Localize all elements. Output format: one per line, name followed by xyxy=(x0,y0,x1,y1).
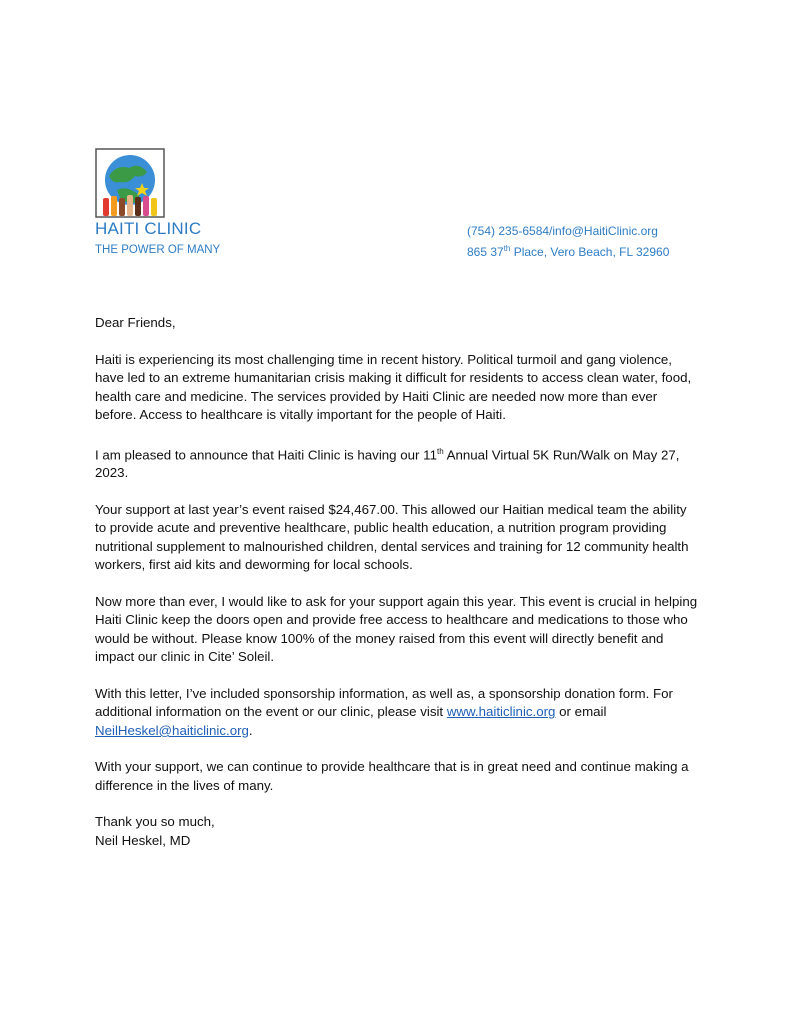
letter-body xyxy=(95,314,700,850)
closing: Thank you so much, xyxy=(95,814,215,830)
website-link[interactable]: www.haiticlinic.org xyxy=(446,704,556,720)
paragraph-info: With this letter, I’ve included sponsorship information, as well as, a sponsorship donation form. For additional information on the event or our clinic, please visit www.haiticlinic.org or email NeilHeskel@haiticlinic.org. xyxy=(95,685,673,738)
paragraph-appeal: Now more than ever, I would like to ask for your support again this year. This event is crucial in helping Haiti Clinic keep the doors open and provide free access to healthcare and medications to those who would be without. Please know 100% of the money raised from this event will directly benefit and impact our clinic in Cite’ Soleil. xyxy=(95,593,698,665)
signature-block xyxy=(95,813,700,850)
globe-hands-logo xyxy=(95,148,165,218)
contact-phone-email: (754) 235-6584/info@HaitiClinic.org xyxy=(467,224,658,238)
paragraph-crisis: Haiti is experiencing its most challenging time in recent history. Political turmoil and gang violence, have led to an extreme humanitarian crisis making it difficult for residents to access clean water, food, health care and medicine. The services provided by Haiti Clinic are needed now more than ever before. Access to healthcare is vitally important for the people of Haiti. xyxy=(95,351,692,422)
contact-address: 865 37th Place, Vero Beach, FL 32960 xyxy=(467,244,670,259)
salutation: Dear Friends, xyxy=(95,315,176,330)
paragraph-last-year: Your support at last year’s event raised $24,467.00. This allowed our Haitian medical team the ability to provide acute and preventive healthcare, public health education, a nutrition program providing nutritional supplement to malnourished children, dental services and training for 12 community health workers, first aid kits and deworming for local schools. xyxy=(95,501,689,573)
paragraph-closing-note: With your support, we can continue to provide healthcare that is in great need and continue making a difference in the lives of many. xyxy=(95,759,689,793)
org-name: HAITI CLINIC xyxy=(95,219,202,238)
org-tagline: THE POWER OF MANY xyxy=(95,244,221,256)
paragraph-announcement: I am pleased to announce that Haiti Clinic is having our 11th Annual Virtual 5K Run/Walk on May 27, 2023. xyxy=(95,446,680,481)
email-link[interactable]: NeilHeskel@haiticlinic.org xyxy=(95,722,249,738)
signer-name: Neil Heskel, MD xyxy=(95,832,191,848)
